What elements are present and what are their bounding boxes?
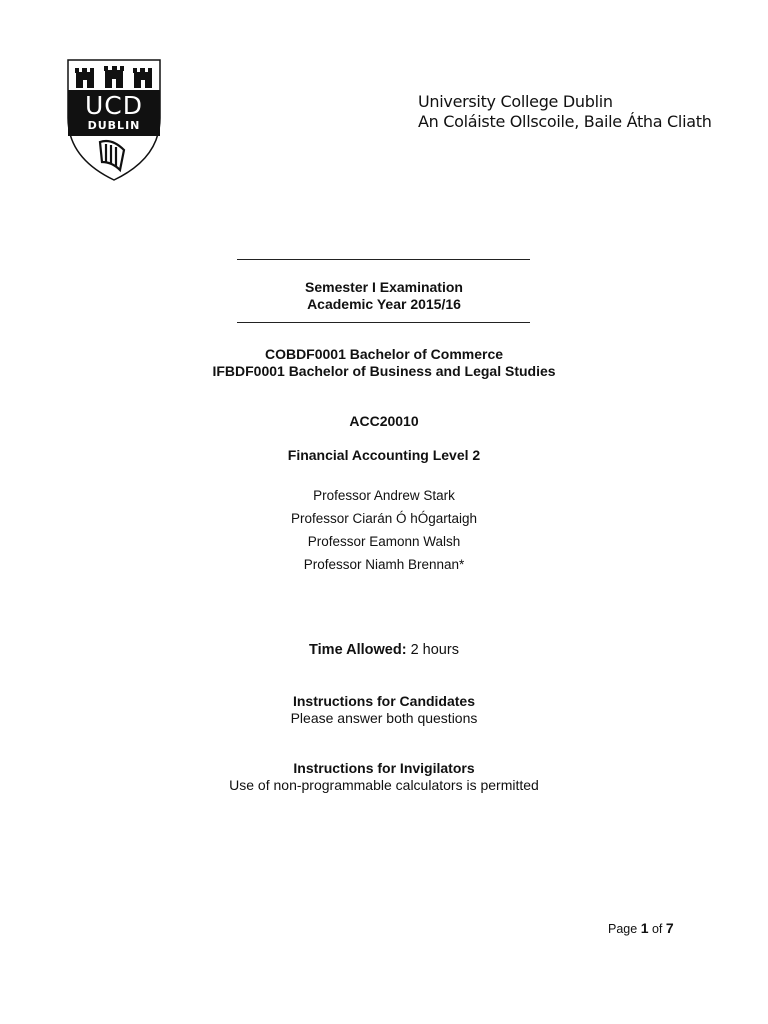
top-divider	[237, 259, 530, 260]
exam-semester: Semester I Examination	[305, 279, 463, 295]
invigilators-heading: Instructions for Invigilators	[293, 760, 475, 776]
institution-name	[418, 92, 712, 132]
programme-line: IFBDF0001 Bachelor of Business and Legal Studies	[212, 363, 556, 379]
time-allowed-label: Time Allowed:	[309, 642, 407, 658]
ucd-crest-logo	[66, 58, 162, 182]
programme-line: COBDF0001 Bachelor of Commerce	[264, 346, 504, 362]
exam-academic-year: Academic Year 2015/16	[307, 296, 461, 312]
module-title: Financial Accounting Level 2	[287, 447, 481, 463]
page-label: Page	[608, 922, 638, 936]
bottom-divider	[237, 322, 530, 323]
examiner-name: Professor Ciarán Ó hÓgartaigh	[290, 511, 478, 526]
candidates-instructions: Please answer both questions	[290, 710, 478, 726]
total-pages: 7	[665, 920, 674, 936]
page-number	[608, 920, 674, 936]
invigilators-instructions: Use of non-programmable calculators is permitted	[229, 777, 539, 793]
logo-text-dublin: DUBLIN	[87, 119, 141, 132]
time-allowed	[0, 642, 768, 659]
examiner-name: Professor Eamonn Walsh	[307, 534, 461, 549]
candidates-heading: Instructions for Candidates	[292, 693, 476, 709]
examiner-name: Professor Niamh Brennan*	[303, 557, 465, 572]
module-code: ACC20010	[349, 413, 419, 429]
current-page: 1	[640, 920, 649, 936]
logo-text-ucd: UCD	[84, 91, 143, 120]
institution-name-english: University College Dublin	[418, 92, 613, 111]
institution-name-irish: An Coláiste Ollscoile, Baile Átha Cliath	[418, 112, 712, 131]
examiner-name: Professor Andrew Stark	[313, 488, 455, 503]
time-allowed-value: 2 hours	[410, 642, 459, 658]
of-label: of	[651, 922, 663, 936]
